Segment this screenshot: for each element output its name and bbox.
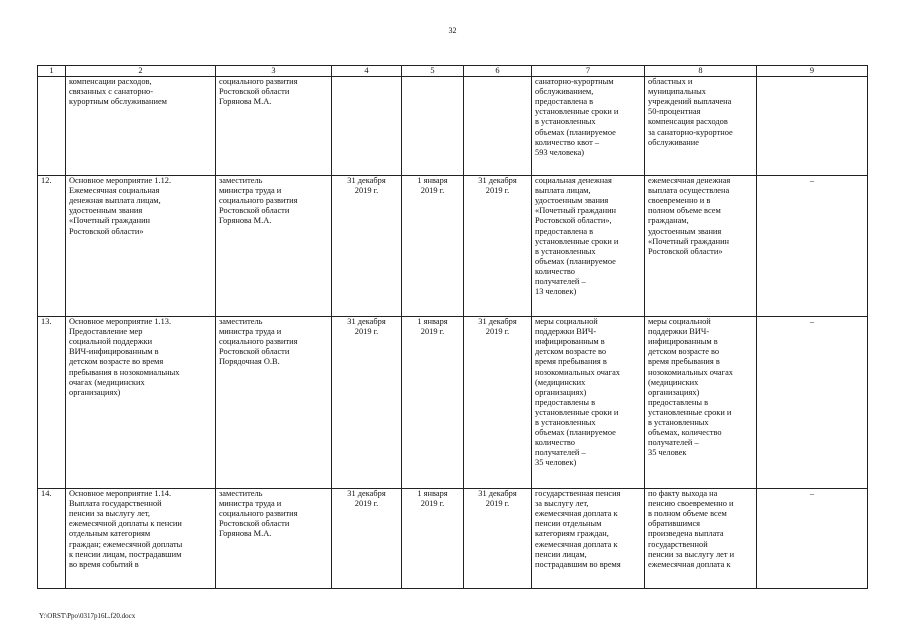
column-number: 6: [464, 66, 532, 77]
table-row: [38, 77, 868, 176]
row-number-cell: 12.: [38, 176, 66, 317]
start-date-cell: 1 января 2019 г.: [402, 317, 464, 489]
table-row: [38, 317, 868, 489]
deadline-cell: 31 декабря 2019 г.: [332, 489, 402, 589]
end-date-cell: 31 декабря 2019 г.: [464, 176, 532, 317]
deadline-cell: 31 декабря 2019 г.: [332, 317, 402, 489]
deadline-cell: 31 декабря 2019 г.: [332, 176, 402, 317]
column-number: 8: [645, 66, 757, 77]
planned-result-cell: социальная денежная выплата лицам, удостоенным звания «Почетный гражданин Ростовской области», предоставлена в установленные сроки и в установленных объемах (планируемое количество получателей – 13 человек): [532, 176, 645, 317]
column-number-row: [38, 66, 868, 77]
responsible-cell: социального развития Ростовской области Горянова М.А.: [216, 77, 332, 176]
column-number: 9: [757, 66, 868, 77]
event-cell: Основное мероприятие 1.13. Предоставление мер социальной поддержки ВИЧ-инфицированным в детском возрасте во время пребывания в нозокомиальных очагах (медицинских организациях): [66, 317, 216, 489]
column-number: 1: [38, 66, 66, 77]
column-number: 2: [66, 66, 216, 77]
row-number-cell: [38, 77, 66, 176]
column-number: 3: [216, 66, 332, 77]
planned-result-cell: государственная пенсия за выслугу лет, ежемесячная доплата к пенсии отдельным категориям граждан, ежемесячная доплата к пенсии лицам, пострадавшим во время: [532, 489, 645, 589]
problems-cell: –: [757, 489, 868, 589]
responsible-cell: заместитель министра труда и социального развития Ростовской области Горянова М.А.: [216, 489, 332, 589]
responsible-cell: заместитель министра труда и социального развития Ростовской области Порядочная О.В.: [216, 317, 332, 489]
end-date-cell: 31 декабря 2019 г.: [464, 317, 532, 489]
problems-cell: –: [757, 176, 868, 317]
row-number-cell: 13.: [38, 317, 66, 489]
start-date-cell: 1 января 2019 г.: [402, 489, 464, 589]
event-cell: Основное мероприятие 1.12. Ежемесячная социальная денежная выплата лицам, удостоенным звания «Почетный гражданин Ростовской области»: [66, 176, 216, 317]
column-number: 5: [402, 66, 464, 77]
responsible-cell: заместитель министра труда и социального развития Ростовской области Горянова М.А.: [216, 176, 332, 317]
start-date-cell: 1 января 2019 г.: [402, 176, 464, 317]
actual-result-cell: областных и муниципальных учреждений выплачена 50-процентная компенсация расходов за санаторно-курортное обслуживание: [645, 77, 757, 176]
deadline-cell: [332, 77, 402, 176]
end-date-cell: [464, 77, 532, 176]
report-table: [37, 65, 868, 589]
actual-result-cell: меры социальной поддержки ВИЧ- инфицированным в детском возрасте во время пребывания в нозокомиальных очагах (медицинских организациях) предоставлены в установленные сроки и в установленных объемах, количество получателей – 35 человек: [645, 317, 757, 489]
start-date-cell: [402, 77, 464, 176]
planned-result-cell: меры социальной поддержки ВИЧ- инфицированным в детском возрасте во время пребывания в нозокомиальных очагах (медицинских организациях) предоставлены в установленные сроки и в установленных объемах (планируемое количество получателей – 35 человек): [532, 317, 645, 489]
actual-result-cell: по факту выхода на пенсию своевременно и в полном объеме всем обратившимся произведена выплата государственной пенсии за выслугу лет и ежемесячная доплата к: [645, 489, 757, 589]
column-number: 7: [532, 66, 645, 77]
row-number-cell: 14.: [38, 489, 66, 589]
planned-result-cell: санаторно-курортным обслуживанием, предоставлена в установленные сроки и в установленных объемах (планируемое количество квот – 593 человека): [532, 77, 645, 176]
end-date-cell: 31 декабря 2019 г.: [464, 489, 532, 589]
column-number: 4: [332, 66, 402, 77]
page-number: 32: [448, 26, 457, 35]
problems-cell: [757, 77, 868, 176]
table-row: [38, 176, 868, 317]
actual-result-cell: ежемесячная денежная выплата осуществлена своевременно и в полном объеме всем гражданам, удостоенным звания «Почетный гражданин Ростовской области»: [645, 176, 757, 317]
event-cell: Основное мероприятие 1.14. Выплата государственной пенсии за выслугу лет, ежемесячной доплаты к пенсии отдельным категориям граждан; ежемесячной доплаты к пенсии лицам, пострадавшим во время событий в: [66, 489, 216, 589]
file-path-footer: Y:\ORST\Ppo\0317p16L.f20.docx: [39, 612, 136, 620]
table-row: [38, 489, 868, 589]
event-cell: компенсации расходов, связанных с санаторно- курортным обслуживанием: [66, 77, 216, 176]
problems-cell: –: [757, 317, 868, 489]
